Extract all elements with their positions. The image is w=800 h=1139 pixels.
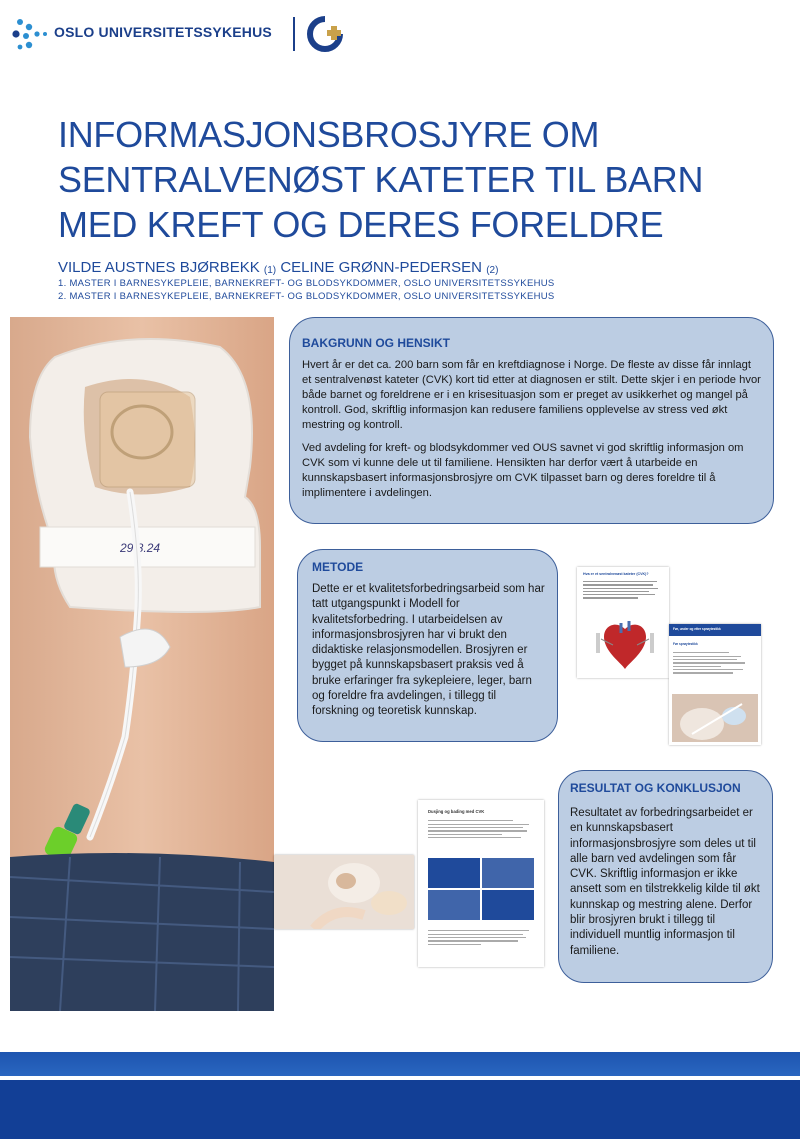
cvk-photo bbox=[10, 317, 274, 1011]
hospital-cross-logo-icon bbox=[306, 15, 344, 53]
brochure-page-cvk bbox=[577, 567, 669, 678]
heart-diagram-icon bbox=[595, 619, 655, 675]
background-paragraph-2: Ved avdeling for kreft- og blodsykdommer ved OUS savnet vi god skriftlig informasjon om CVK som vi kunne dele ut til familiene. Hensikten har derfor vært å utarbeide en kunnskapsbasert informasjonsbrosjyre om CVK tilpasset barn og deres foreldre til å implimentere i avdelingen. bbox=[302, 442, 744, 499]
author-1-ref: (1) bbox=[263, 265, 277, 276]
showering-photo-icon bbox=[274, 855, 414, 929]
brochure-tip-box bbox=[428, 858, 480, 888]
brochure-text-lines bbox=[428, 928, 534, 947]
method-heading: METODE bbox=[312, 560, 364, 574]
cvk-photo-illustration bbox=[10, 317, 274, 1011]
author-2: CELINE GRØNN-PEDERSEN bbox=[280, 259, 483, 276]
results-box bbox=[558, 770, 773, 983]
hospital-logo-dots-icon bbox=[12, 14, 48, 54]
brochure-page-cvk-heading: Hva er et sentralvenøst kateter (CVK)? bbox=[583, 572, 649, 576]
results-heading: RESULTAT OG KONKLUSJON bbox=[570, 781, 741, 795]
brochure-page-showering bbox=[418, 800, 544, 967]
logo-divider bbox=[293, 17, 295, 51]
brochure-tip-box bbox=[428, 890, 480, 920]
affiliation-1: 1. MASTER I BARNESYKEPLEIE, BARNEKREFT- OG BLODSYKDOMMER, OSLO UNIVERSITETSSYKEHUS bbox=[58, 278, 555, 289]
author-2-ref: (2) bbox=[486, 265, 499, 276]
title-line-1: INFORMASJONSBROSJYRE OM bbox=[58, 114, 600, 155]
title-line-2: SENTRALVENØST KATETER TIL BARN bbox=[58, 159, 704, 200]
method-box bbox=[297, 549, 558, 742]
affiliation-2: 2. MASTER I BARNESYKEPLEIE, BARNEKREFT- OG BLODSYKDOMMER, OSLO UNIVERSITETSSYKEHUS bbox=[58, 291, 555, 302]
brochure-page-showering-heading: Dusjing og bading med CVK bbox=[428, 809, 485, 814]
title-line-3: MED KREFT OG DERES FORELDRE bbox=[58, 204, 664, 245]
brochure-text-lines bbox=[673, 650, 753, 676]
background-heading: BAKGRUNN OG HENSIKT bbox=[302, 336, 451, 350]
brochure-tip-box bbox=[482, 890, 534, 920]
footer-band-top bbox=[0, 1052, 800, 1076]
poster-title bbox=[58, 112, 758, 247]
brochure-page-injection bbox=[669, 624, 761, 745]
brochure-page-injection-heading: Før, under og etter sprøytestikk bbox=[673, 627, 721, 631]
brochure-page-injection-sub: Før sprøytestikk bbox=[673, 642, 698, 646]
background-box bbox=[289, 317, 774, 524]
tape-date-label: 29.8.24 bbox=[120, 541, 161, 555]
author-1: VILDE AUSTNES BJØRBEKK bbox=[58, 259, 260, 276]
footer-band bbox=[0, 1080, 800, 1139]
nurse-photo-icon bbox=[672, 694, 758, 742]
hospital-name: OSLO UNIVERSITETSSYKEHUS bbox=[54, 24, 272, 40]
brochure-tip-box bbox=[482, 858, 534, 888]
brochure-photo-showering bbox=[274, 855, 414, 929]
background-paragraph-1: Hvert år er det ca. 200 barn som får en kreftdiagnose i Norge. De fleste av disse får innlagt et sentralvenøst kateter (CVK) kort tid etter at diagnosen er stilt. Dette skjer i en periode hvor både barnet og foreldrene er i en krisesituasjon som er preget av usikkerhet og mangel på kontroll. God, skriftlig informasjon kan redusere familiens opplevelse av stress ved økt mestring og kontroll. bbox=[302, 359, 761, 431]
results-paragraph: Resultatet av forbedringsarbeidet er en kunnskapsbasert informasjonsbrosjyre som deles ut til alle barn ved avdelingen som får CVK. Skriftlig informasjon er ikke ansett som en tilstrekkelig kilde til økt kunnskap og mestring alene. Derfor blir brosjyren brukt i tillegg til individuell muntlig informasjon til familiene. bbox=[570, 807, 760, 957]
brochure-text-lines bbox=[428, 818, 534, 840]
brochure-text-lines bbox=[583, 579, 661, 619]
author-line bbox=[58, 259, 498, 276]
method-paragraph: Dette er et kvalitetsforbedringsarbeid som har tatt utgangspunkt i Modell for kvalitetsforbedring. I utarbeidelsen av informasjonsbrosjyren har vi brukt den didaktiske relasjonsmodellen. Brosjyren er bygget på kunnskapsbasert praksis ved å bruke erfaringer fra sykepleiere, leger, barn og foreldre fra avdelingen, i tillegg til forskning og teoretisk kunnskap. bbox=[312, 583, 545, 718]
